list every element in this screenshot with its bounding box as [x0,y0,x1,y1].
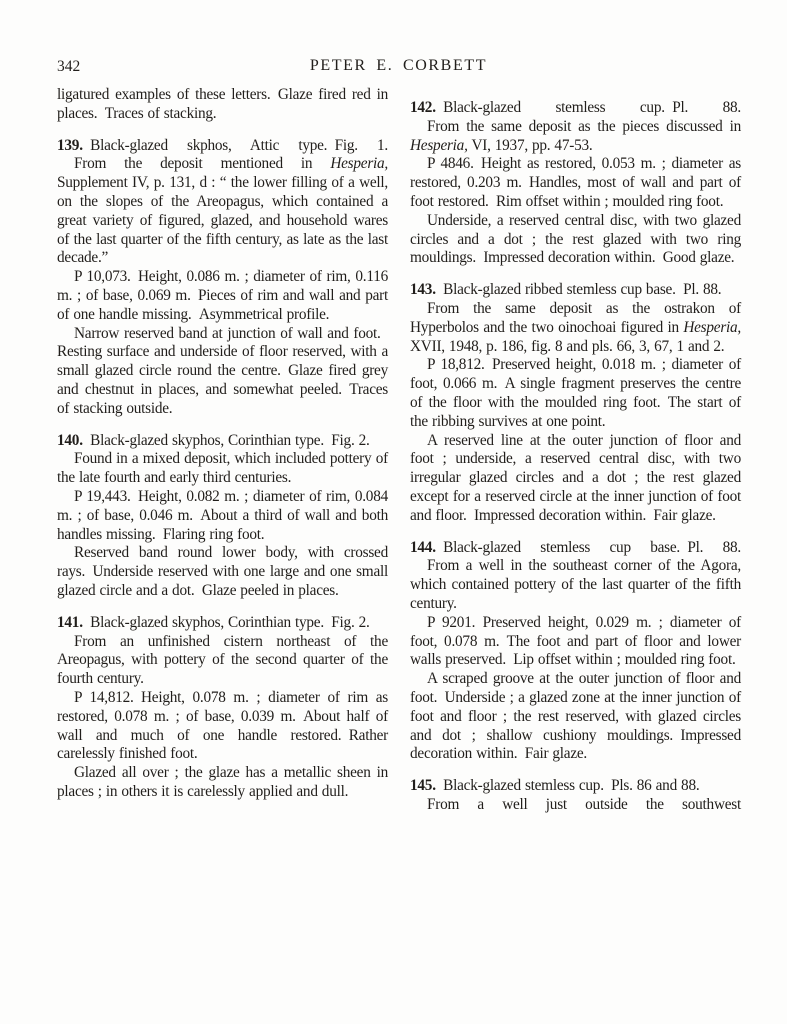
page-header [57,57,740,75]
catalog-entry-heading: 140. Black-glazed skyphos, Corinthian type. Fig. 2. [57,431,370,449]
catalog-entry-heading: 143. Black-glazed ribbed stemless cup base. Pl. 88. [410,281,722,299]
text-paragraph: P 14,812. Height, 0.078 m. ; diameter of rim as restored, 0.078 m. ; of base, 0.039 m. About half of wall and much of one handle restored. Rather carelessly finished foot. [57,688,388,763]
text-paragraph: P 19,443. Height, 0.082 m. ; diameter of rim, 0.084 m. ; of base, 0.046 m. About a third of wall and both handles missing. Flaring ring foot. [57,487,388,543]
text-paragraph: P 18,812. Preserved height, 0.018 m. ; diameter of foot, 0.066 m. A single fragment preserves the centre of the floor with the moulded ring foot. The start of the ribbing survives at one point. [410,356,741,430]
text-paragraph: Reserved band round lower body, with crossed rays. Underside reserved with one large and one small glazed circle and a dot. Glaze peeled in places. [57,544,388,599]
text-paragraph: P 9201. Preserved height, 0.029 m. ; diameter of foot, 0.078 m. The foot and part of floor and lower walls preserved. Lip offset within ; moulded ring foot. [410,613,741,669]
catalog-entry-heading: 142. Black-glazed stemless cup. Pl. 88. [410,99,741,116]
catalog-entry-heading: 144. Black-glazed stemless cup base. Pl. 88. [410,538,741,556]
text-paragraph: Found in a mixed deposit, which included pottery of the late fourth and early third centuries. [57,450,388,487]
right-column [410,86,741,815]
text-paragraph: From the deposit mentioned in Hesperia, Supplement IV, p. 131, d : “ the lower filling of a well, on the slopes of the Areopagus, which contained a great variety of figured, glazed, and household wares of the last quarter of the fifth century, as late as the last decade.” [57,155,388,267]
catalog-entry-heading: 145. Black-glazed stemless cup. Pls. 86 and 88. [410,777,700,795]
text-paragraph: From the same deposit as the ostrakon of Hyperbolos and the two oinochoai figured in Hesperia, XVII, 1948, p. 186, fig. 8 and pls. 66, 3, 67, 1 and 2. [410,299,741,355]
text-paragraph: Underside, a reserved central disc, with two glazed circles and a dot ; the rest glazed with two ring mouldings. Impressed decoration within. Good glaze. [410,211,741,267]
text-paragraph: A scraped groove at the outer junction of floor and foot. Underside ; a glazed zone at the inner junction of foot and floor ; the rest reserved, with glazed circles and dot ; shallow cushiony mouldings. Impressed decoration within. Fair glaze. [410,670,741,763]
text-paragraph: ligatured examples of these letters. Glaze fired red in places. Traces of stacking. [57,86,388,122]
text-paragraph: P 10,073. Height, 0.086 m. ; diameter of rim, 0.116 m. ; of base, 0.069 m. Pieces of rim and wall and part of one handle missing. Asymmetrical profile. [57,268,388,323]
left-column [57,86,388,815]
running-head: PETER E. CORBETT [309,57,488,74]
text-paragraph: From an unfinished cistern northeast of the Areopagus, with pottery of the second quarter of the fourth century. [57,632,388,688]
text-paragraph: Narrow reserved band at junction of wall and foot. Resting surface and underside of floor reserved, with a small glazed circle round the centre. Glaze fired grey and chestnut in places, and somewhat peeled. Traces of stacking outside. [57,324,388,417]
text-paragraph: P 4846. Height as restored, 0.053 m. ; diameter as restored, 0.203 m. Handles, most of wall and part of foot restored. Rim offset within ; moulded ring foot. [410,155,741,210]
catalog-entry-heading: 141. Black-glazed skyphos, Corinthian type. Fig. 2. [57,613,370,631]
text-paragraph: From the same deposit as the pieces discussed in Hesperia, VI, 1937, pp. 47-53. [410,117,741,154]
page-number: 342 [57,58,81,75]
catalog-entry-heading: 139. Black-glazed skphos, Attic type. Fig. 1. [57,136,388,154]
text-paragraph: A reserved line at the outer junction of floor and foot ; underside, a reserved central disc, with two irregular glazed circles and a dot ; the rest glazed except for a reserved circle at the inner junction of foot and floor. Impressed decoration within. Fair glaze. [410,431,741,524]
text-paragraph: Glazed all over ; the glaze has a metallic sheen in places ; in others it is carelessly applied and dull. [57,764,388,800]
text-paragraph: From a well just outside the southwest [427,795,741,813]
text-columns [57,86,741,815]
text-paragraph: From a well in the southeast corner of the Agora, which contained pottery of the last quarter of the fifth century. [410,557,741,612]
